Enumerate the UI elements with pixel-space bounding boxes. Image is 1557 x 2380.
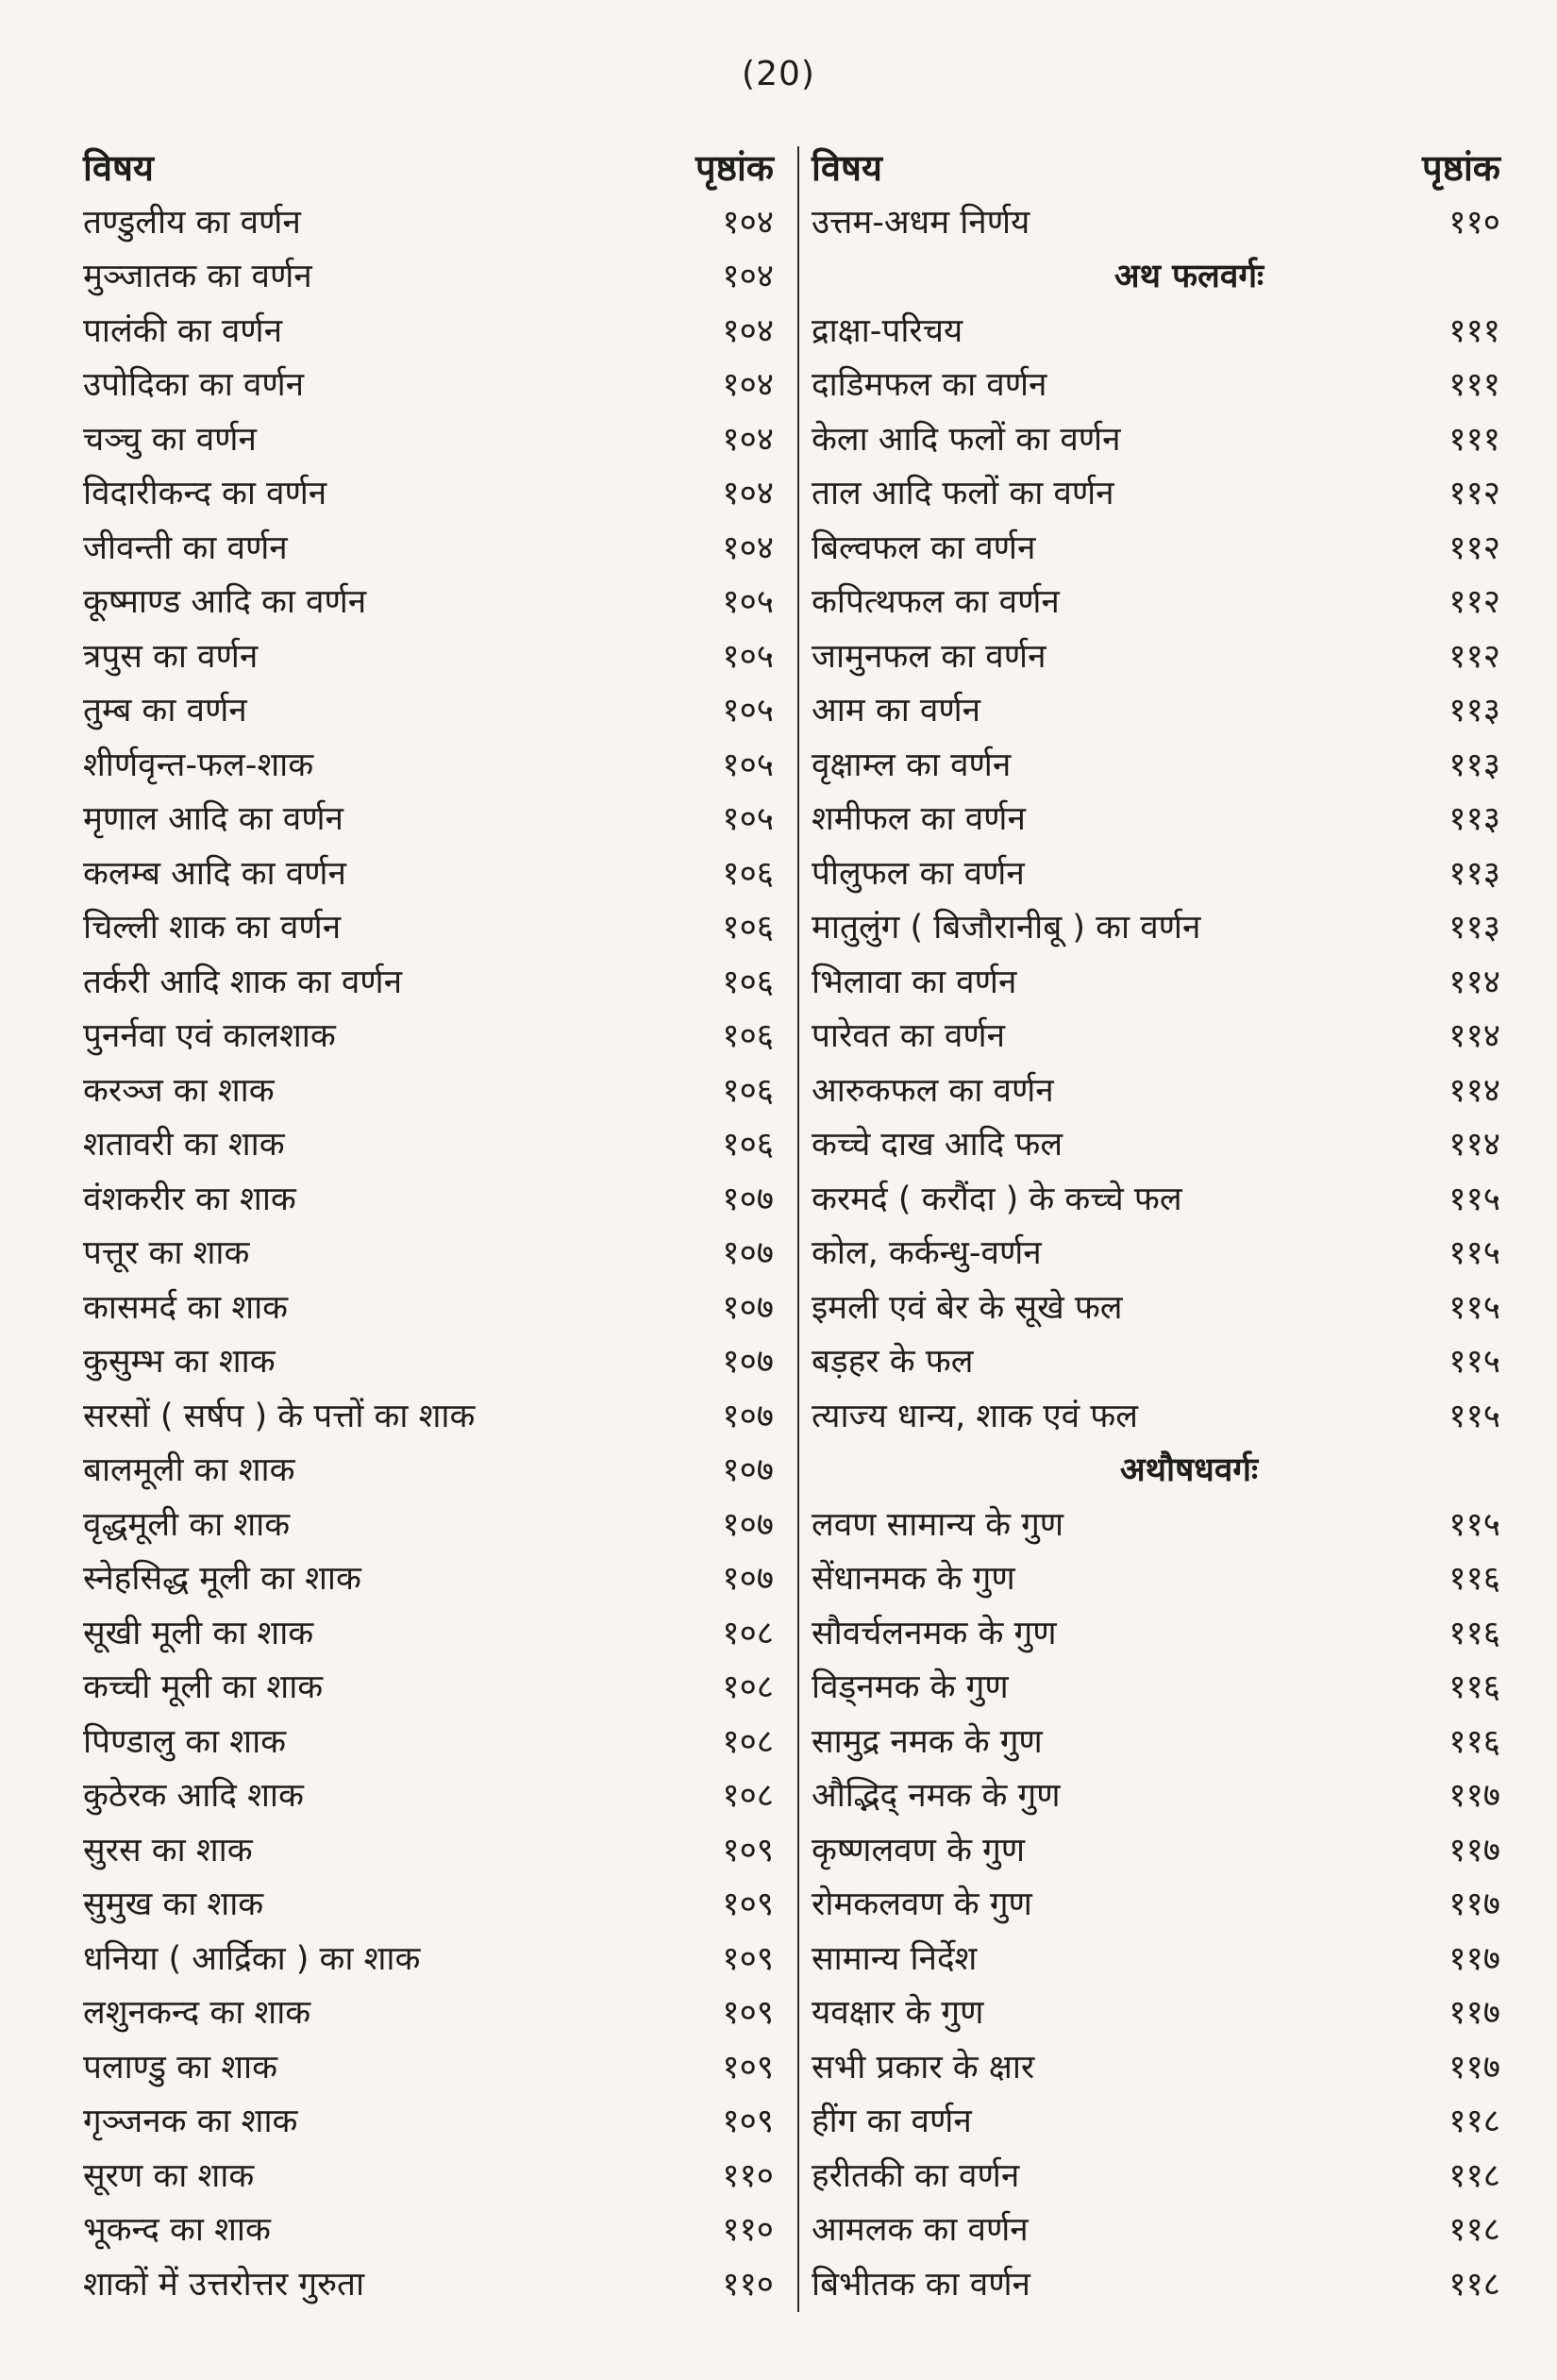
entry-title: सुरस का शाक bbox=[83, 1831, 253, 1869]
left-page-header: पृष्ठांक bbox=[695, 147, 774, 189]
entry-title: गृञ्जनक का शाक bbox=[83, 2103, 298, 2140]
entry-page-number: १०५ bbox=[722, 583, 774, 621]
entry-title: कलम्ब आदि का वर्णन bbox=[83, 854, 346, 893]
toc-entry bbox=[83, 2204, 781, 2258]
right-subject-header: विषय bbox=[812, 147, 882, 189]
entry-title: सामुद्र नमक के गुण bbox=[812, 1722, 1043, 1761]
entry-page-number: १०९ bbox=[722, 1831, 774, 1869]
toc-entry bbox=[812, 1227, 1510, 1282]
entry-title: बड़हर के फल bbox=[812, 1343, 974, 1381]
entry-title: औद्भिद् नमक के गुण bbox=[812, 1777, 1061, 1815]
toc-entry bbox=[83, 1173, 781, 1228]
entry-title: हींग का वर्णन bbox=[812, 2103, 972, 2140]
entry-page-number: ११७ bbox=[1448, 1831, 1500, 1869]
entry-title: धनिया ( आर्द्रिका ) का शाक bbox=[83, 1939, 421, 1978]
entry-page-number: १०६ bbox=[722, 854, 774, 893]
entry-page-number: ११३ bbox=[1448, 692, 1500, 729]
toc-entry bbox=[83, 576, 781, 630]
entry-title: सरसों ( सर्षप ) के पत्तों का शाक bbox=[83, 1397, 476, 1435]
entry-page-number: ११४ bbox=[1448, 1017, 1500, 1055]
entry-page-number: १०५ bbox=[722, 746, 774, 784]
entry-page-number: ११२ bbox=[1448, 583, 1500, 621]
toc-entry bbox=[83, 1227, 781, 1282]
toc-entry bbox=[83, 413, 781, 468]
entry-page-number: ११८ bbox=[1448, 2211, 1500, 2249]
entry-title: कच्चे दाख आदि फल bbox=[812, 1126, 1063, 1164]
entry-title: विदारीकन्द का वर्णन bbox=[83, 475, 327, 512]
entry-title: सूखी मूली का शाक bbox=[83, 1614, 314, 1652]
entry-page-number: १०४ bbox=[722, 420, 774, 459]
toc-entry bbox=[83, 630, 781, 685]
toc-entry bbox=[812, 1118, 1510, 1173]
entry-page-number: ११४ bbox=[1448, 1126, 1500, 1164]
entry-page-number: ११४ bbox=[1448, 963, 1500, 1001]
toc-entry bbox=[812, 739, 1510, 794]
entry-page-number: १०८ bbox=[722, 1722, 774, 1761]
entry-page-number: ११८ bbox=[1448, 2156, 1500, 2195]
entry-title: सभी प्रकार के क्षार bbox=[812, 2048, 1035, 2087]
toc-entry bbox=[812, 1986, 1510, 2041]
entry-title: दाडिमफल का वर्णन bbox=[812, 366, 1047, 404]
toc-entry bbox=[83, 359, 781, 413]
toc-entry bbox=[83, 250, 781, 305]
entry-title: चञ्चु का वर्णन bbox=[83, 420, 257, 459]
toc-entry bbox=[83, 1986, 781, 2041]
toc-entry bbox=[812, 1335, 1510, 1390]
entry-page-number: १०५ bbox=[722, 800, 774, 838]
entry-page-number: ११० bbox=[722, 2156, 774, 2195]
toc-entry bbox=[83, 1010, 781, 1064]
entry-page-number: १०७ bbox=[722, 1343, 774, 1381]
toc-entry bbox=[812, 684, 1510, 739]
toc-entry bbox=[83, 2150, 781, 2204]
toc-entry bbox=[812, 2095, 1510, 2150]
toc-entry bbox=[812, 901, 1510, 956]
toc-entry bbox=[83, 793, 781, 847]
entry-page-number: ११३ bbox=[1448, 909, 1500, 947]
toc-entry bbox=[83, 2095, 781, 2150]
toc-entry bbox=[83, 956, 781, 1011]
entry-page-number: १०९ bbox=[722, 1886, 774, 1923]
entry-title: शाकों में उत्तरोत्तर गुरुता bbox=[83, 2265, 365, 2304]
entry-page-number: १०७ bbox=[722, 1234, 774, 1272]
toc-entry bbox=[812, 630, 1510, 685]
entry-title: लशुनकन्द का शाक bbox=[83, 1994, 311, 2032]
entry-page-number: १०८ bbox=[722, 1668, 774, 1706]
entry-title: ताल आदि फलों का वर्णन bbox=[812, 475, 1114, 512]
entry-title: बिभीतक का वर्णन bbox=[812, 2265, 1030, 2304]
toc-entry bbox=[83, 2041, 781, 2096]
entry-title: कपित्थफल का वर्णन bbox=[812, 583, 1060, 621]
entry-title: वृद्धमूली का शाक bbox=[83, 1505, 291, 1544]
toc-entry bbox=[812, 847, 1510, 902]
toc-entry bbox=[812, 1824, 1510, 1879]
toc-entry bbox=[812, 1390, 1510, 1445]
entry-title: बिल्वफल का वर्णन bbox=[812, 528, 1036, 567]
entry-title: उपोदिका का वर्णन bbox=[83, 366, 305, 404]
left-entry-list bbox=[83, 196, 781, 2313]
entry-page-number: ११५ bbox=[1448, 1505, 1500, 1544]
toc-entry bbox=[83, 1716, 781, 1770]
entry-page-number: १०७ bbox=[722, 1560, 774, 1598]
entry-title: कृष्णलवण के गुण bbox=[812, 1831, 1026, 1869]
toc-entry bbox=[83, 1390, 781, 1445]
entry-page-number: ११७ bbox=[1448, 2048, 1500, 2087]
toc-entry bbox=[812, 1769, 1510, 1824]
toc-entry bbox=[812, 2041, 1510, 2096]
left-column bbox=[83, 142, 781, 2312]
section-heading-text: अथौषधवर्गः bbox=[1119, 1451, 1259, 1489]
right-entry-list bbox=[812, 196, 1510, 2313]
entry-title: उत्तम-अधम निर्णय bbox=[812, 203, 1030, 242]
entry-title: करमर्द ( करौंदा ) के कच्चे फल bbox=[812, 1180, 1182, 1218]
entry-title: सामान्य निर्देश bbox=[812, 1939, 978, 1978]
entry-title: सूरण का शाक bbox=[83, 2156, 255, 2195]
entry-title: पीलुफल का वर्णन bbox=[812, 854, 1025, 893]
entry-page-number: ११७ bbox=[1448, 1939, 1500, 1978]
toc-entry bbox=[83, 1499, 781, 1553]
toc-entry bbox=[812, 467, 1510, 522]
entry-title: कुठेरक आदि शाक bbox=[83, 1777, 304, 1815]
entry-page-number: १०४ bbox=[722, 311, 774, 350]
toc-entry bbox=[812, 1661, 1510, 1716]
entry-page-number: ११६ bbox=[1448, 1668, 1500, 1706]
entry-page-number: ११५ bbox=[1448, 1180, 1500, 1218]
entry-title: सौवर्चलनमक के गुण bbox=[812, 1614, 1057, 1652]
entry-title: द्राक्षा-परिचय bbox=[812, 311, 963, 350]
entry-title: विड्नमक के गुण bbox=[812, 1668, 1009, 1706]
entry-title: शतावरी का शाक bbox=[83, 1126, 285, 1164]
toc-entry bbox=[83, 847, 781, 902]
entry-page-number: १०७ bbox=[722, 1397, 774, 1435]
toc-entry bbox=[812, 1552, 1510, 1607]
entry-page-number: ११० bbox=[722, 2265, 774, 2304]
toc-entry bbox=[83, 2258, 781, 2313]
entry-title: वृक्षाम्ल का वर्णन bbox=[812, 746, 1012, 784]
entry-page-number: ११६ bbox=[1448, 1614, 1500, 1652]
toc-entry bbox=[812, 1010, 1510, 1064]
entry-page-number: ११७ bbox=[1448, 1994, 1500, 2032]
toc-entry bbox=[812, 2150, 1510, 2204]
entry-title: कुसुम्भ का शाक bbox=[83, 1343, 276, 1381]
toc-entry bbox=[83, 305, 781, 360]
entry-page-number: १०६ bbox=[722, 909, 774, 947]
entry-page-number: ११८ bbox=[1448, 2265, 1500, 2304]
entry-page-number: ११५ bbox=[1448, 1343, 1500, 1381]
entry-page-number: ११२ bbox=[1448, 475, 1500, 512]
toc-entry bbox=[83, 684, 781, 739]
entry-page-number: ११३ bbox=[1448, 746, 1500, 784]
toc-entry bbox=[812, 2258, 1510, 2313]
entry-page-number: ११५ bbox=[1448, 1234, 1500, 1272]
entry-page-number: ११६ bbox=[1448, 1560, 1500, 1598]
toc-entry bbox=[83, 1552, 781, 1607]
entry-page-number: ११७ bbox=[1448, 1886, 1500, 1923]
left-subject-header: विषय bbox=[83, 147, 154, 189]
toc-entry bbox=[812, 522, 1510, 577]
entry-page-number: १०४ bbox=[722, 475, 774, 512]
entry-page-number: १०६ bbox=[722, 963, 774, 1001]
entry-page-number: ११६ bbox=[1448, 1722, 1500, 1761]
entry-title: स्नेहसिद्ध मूली का शाक bbox=[83, 1560, 361, 1598]
entry-page-number: १०९ bbox=[722, 1994, 774, 2032]
entry-title: आरुकफल का वर्णन bbox=[812, 1071, 1054, 1110]
toc-entry bbox=[812, 1173, 1510, 1228]
entry-title: पत्तूर का शाक bbox=[83, 1234, 250, 1272]
entry-title: मुञ्जातक का वर्णन bbox=[83, 258, 312, 295]
entry-title: हरीतकी का वर्णन bbox=[812, 2156, 1020, 2195]
entry-title: पालंकी का वर्णन bbox=[83, 311, 283, 350]
toc-entry bbox=[83, 1335, 781, 1390]
entry-page-number: १०८ bbox=[722, 1614, 774, 1652]
toc-entry bbox=[812, 1933, 1510, 1987]
toc-entry bbox=[83, 1769, 781, 1824]
entry-title: आम का वर्णन bbox=[812, 692, 981, 729]
entry-page-number: ११५ bbox=[1448, 1397, 1500, 1435]
entry-page-number: १०७ bbox=[722, 1505, 774, 1544]
toc-entry bbox=[83, 1878, 781, 1933]
entry-title: शमीफल का वर्णन bbox=[812, 800, 1026, 838]
entry-title: पारेवत का वर्णन bbox=[812, 1017, 1006, 1055]
toc-entry bbox=[83, 1118, 781, 1173]
toc-entry bbox=[83, 739, 781, 794]
entry-page-number: १०९ bbox=[722, 2103, 774, 2140]
entry-page-number: १०६ bbox=[722, 1071, 774, 1110]
entry-page-number: १११ bbox=[1448, 311, 1500, 350]
entry-page-number: ११० bbox=[722, 2211, 774, 2249]
entry-title: केला आदि फलों का वर्णन bbox=[812, 420, 1121, 459]
toc-entry bbox=[83, 1064, 781, 1119]
entry-title: रोमकलवण के गुण bbox=[812, 1886, 1032, 1923]
section-heading-text: अथ फलवर्गः bbox=[1113, 258, 1264, 295]
entry-page-number: १११ bbox=[1448, 420, 1500, 459]
entry-page-number: १०७ bbox=[722, 1451, 774, 1489]
toc-entry bbox=[812, 305, 1510, 360]
entry-page-number: ११३ bbox=[1448, 800, 1500, 838]
toc-entry bbox=[83, 467, 781, 522]
entry-title: जामुनफल का वर्णन bbox=[812, 637, 1046, 676]
entry-title: सुमुख का शाक bbox=[83, 1886, 264, 1923]
entry-title: पिण्डालु का शाक bbox=[83, 1722, 287, 1761]
toc-entry bbox=[812, 1878, 1510, 1933]
left-header-row bbox=[83, 142, 781, 196]
entry-title: तर्करी आदि शाक का वर्णन bbox=[83, 963, 403, 1001]
entry-title: पलाण्डु का शाक bbox=[83, 2048, 277, 2087]
entry-page-number: १०९ bbox=[722, 2048, 774, 2087]
toc-entry bbox=[83, 1282, 781, 1336]
toc-entry bbox=[83, 522, 781, 577]
entry-page-number: ११५ bbox=[1448, 1288, 1500, 1327]
entry-title: सेंधानमक के गुण bbox=[812, 1560, 1015, 1598]
entry-title: लवण सामान्य के गुण bbox=[812, 1505, 1064, 1544]
entry-title: बालमूली का शाक bbox=[83, 1451, 295, 1489]
toc-entry bbox=[812, 956, 1510, 1011]
entry-page-number: ११७ bbox=[1448, 1777, 1500, 1815]
toc-entry bbox=[812, 1064, 1510, 1119]
toc-entry bbox=[83, 196, 781, 251]
toc-entry bbox=[812, 1499, 1510, 1553]
entry-page-number: १०८ bbox=[722, 1777, 774, 1815]
entry-title: मातुलुंग ( बिजौरानीबू ) का वर्णन bbox=[812, 909, 1201, 947]
entry-title: तुम्ब का वर्णन bbox=[83, 692, 247, 729]
entry-title: कूष्माण्ड आदि का वर्णन bbox=[83, 583, 367, 621]
entry-title: पुनर्नवा एवं कालशाक bbox=[83, 1017, 336, 1055]
entry-title: मृणाल आदि का वर्णन bbox=[83, 800, 343, 838]
entry-page-number: १०७ bbox=[722, 1288, 774, 1327]
entry-page-number: ११२ bbox=[1448, 528, 1500, 567]
entry-page-number: १११ bbox=[1448, 366, 1500, 404]
toc-entry bbox=[812, 1282, 1510, 1336]
entry-title: भिलावा का वर्णन bbox=[812, 963, 1017, 1001]
toc-entry bbox=[812, 196, 1510, 251]
entry-title: वंशकरीर का शाक bbox=[83, 1180, 296, 1218]
page-number: (20) bbox=[742, 55, 815, 93]
entry-page-number: १०४ bbox=[722, 258, 774, 295]
right-header-row bbox=[812, 142, 1510, 196]
toc-entry bbox=[83, 1824, 781, 1879]
section-heading bbox=[812, 250, 1510, 305]
entry-page-number: १०५ bbox=[722, 692, 774, 729]
toc-entry bbox=[83, 1933, 781, 1987]
entry-page-number: १०४ bbox=[722, 528, 774, 567]
toc-entry bbox=[812, 793, 1510, 847]
section-heading bbox=[812, 1444, 1510, 1499]
entry-page-number: १०९ bbox=[722, 1939, 774, 1978]
entry-page-number: ११४ bbox=[1448, 1071, 1500, 1110]
entry-title: चिल्ली शाक का वर्णन bbox=[83, 909, 342, 947]
entry-title: त्याज्य धान्य, शाक एवं फल bbox=[812, 1397, 1138, 1435]
entry-page-number: १०७ bbox=[722, 1180, 774, 1218]
toc-entry bbox=[83, 901, 781, 956]
right-column bbox=[812, 142, 1510, 2312]
toc-entry bbox=[812, 359, 1510, 413]
entry-page-number: ११३ bbox=[1448, 854, 1500, 893]
entry-title: शीर्णवृन्त-फल-शाक bbox=[83, 746, 314, 784]
entry-page-number: ११० bbox=[1448, 203, 1500, 242]
entry-title: कासमर्द का शाक bbox=[83, 1288, 289, 1327]
entry-page-number: ११८ bbox=[1448, 2103, 1500, 2140]
toc-entry bbox=[83, 1444, 781, 1499]
column-divider bbox=[797, 146, 799, 2312]
entry-title: इमली एवं बेर के सूखे फल bbox=[812, 1288, 1123, 1327]
entry-page-number: १०६ bbox=[722, 1126, 774, 1164]
entry-page-number: १०६ bbox=[722, 1017, 774, 1055]
entry-title: कोल, कर्कन्धु-वर्णन bbox=[812, 1234, 1042, 1272]
toc-entry bbox=[812, 1716, 1510, 1770]
entry-title: आमलक का वर्णन bbox=[812, 2211, 1029, 2249]
entry-page-number: १०५ bbox=[722, 637, 774, 676]
toc-entry bbox=[812, 2204, 1510, 2258]
entry-title: यवक्षार के गुण bbox=[812, 1994, 984, 2032]
entry-page-number: १०४ bbox=[722, 203, 774, 242]
right-page-header: पृष्ठांक bbox=[1422, 147, 1500, 189]
toc-entry bbox=[812, 413, 1510, 468]
entry-page-number: ११२ bbox=[1448, 637, 1500, 676]
entry-title: करञ्ज का शाक bbox=[83, 1071, 275, 1110]
entry-title: भूकन्द का शाक bbox=[83, 2211, 271, 2249]
entry-title: कच्ची मूली का शाक bbox=[83, 1668, 324, 1706]
toc-entry bbox=[83, 1607, 781, 1662]
entry-title: त्रपुस का वर्णन bbox=[83, 637, 259, 676]
entry-title: तण्डुलीय का वर्णन bbox=[83, 203, 301, 242]
entry-page-number: १०४ bbox=[722, 366, 774, 404]
entry-title: जीवन्ती का वर्णन bbox=[83, 528, 288, 567]
toc-entry bbox=[812, 1607, 1510, 1662]
toc-entry bbox=[83, 1661, 781, 1716]
toc-entry bbox=[812, 576, 1510, 630]
